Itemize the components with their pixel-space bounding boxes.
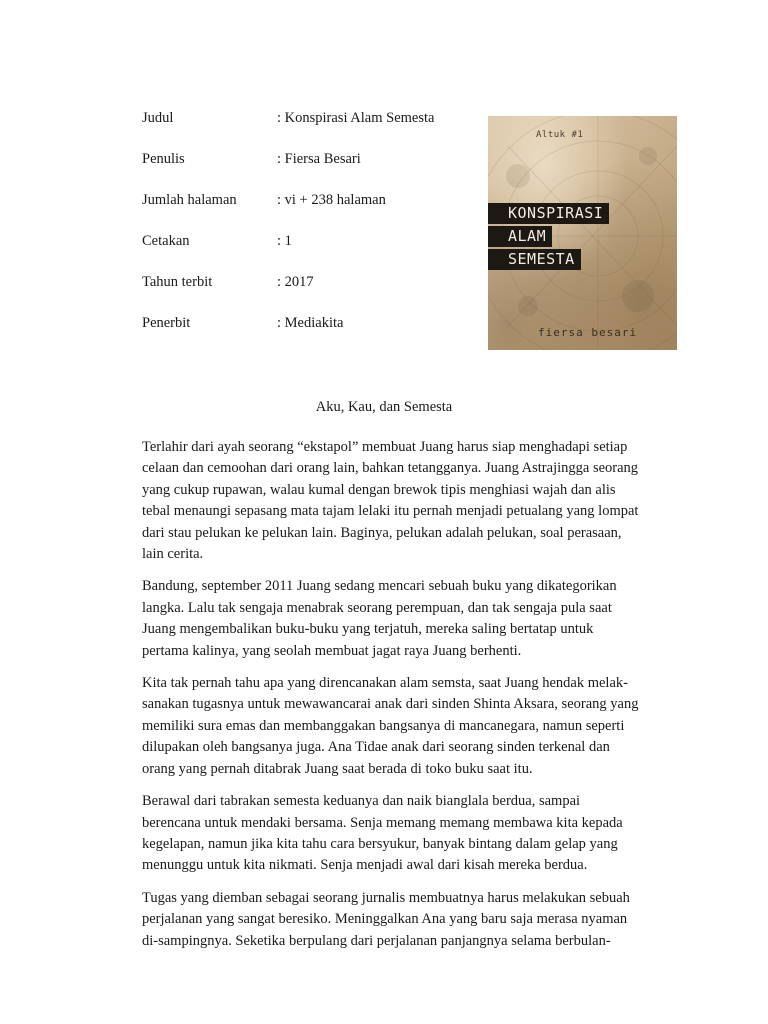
cover-author: fiersa besari	[538, 326, 638, 339]
paragraph: Kita tak pernah tahu apa yang direncanakan alam semsta, saat Juang hendak melak-sanakan tugasnya untuk mewawancarai anak dari sinden Shinta Aksara, seorang yang memiliki sura emas dan membanggakan bangsanya di mancanegara, namun seperti dilupakan oleh bangsanya juga. Ana Tidae anak dari seorang sinden terkenal dan orang yang pernah ditabrak Juang saat berada di toko buku saat itu.	[142, 675, 639, 777]
paragraph: Bandung, september 2011 Juang sedang mencari sebuah buku yang dikategorikan langka. Lalu tak sengaja menabrak seorang perempuan, dan tak sengaja pula saat Juang mengembalikan buku-buku yang terjatuh, mereka saling bertatap untuk pertama kalinya, yang seolah membuat jagat raya Juang berhenti.	[142, 578, 617, 659]
book-info-label: Jumlah halaman	[142, 192, 237, 208]
book-info-label: Penulis	[142, 151, 185, 167]
book-info-label: Tahun terbit	[142, 274, 213, 290]
book-info-value: : Fiersa Besari	[277, 151, 361, 167]
book-info-row-edition	[142, 232, 472, 273]
cover-title	[488, 203, 609, 272]
cover-title-line: SEMESTA	[488, 249, 581, 270]
review-body	[142, 437, 640, 963]
book-info-label: Cetakan	[142, 233, 190, 249]
cover-title-line: KONSPIRASI	[488, 203, 609, 224]
paragraph: Terlahir dari ayah seorang “ekstapol” membuat Juang harus siap menghadapi setiap celaan dan cemoohan dari orang lain, bahkan tetangganya. Juang Astrajingga seorang yang cukup rupawan, walau kumal dengan brewok tipis menghiasi wajah dan alis tebal menaungi sepasang mata tajam lelaki itu pernah menjadi petualang yang lompat dari stau pelukan ke pelukan lain. Baginya, pelukan adalah pelukan, soal perasaan, lain cerita.	[142, 439, 639, 563]
paragraph: Tugas yang diemban sebagai seorang jurnalis membuatnya harus melakukan sebuah perjalanan yang sangat beresiko. Meninggalkan Ana yang baru saja merasa nyaman di-sampingnya. Seketika berpulang dari perjalanan panjangnya selama berbulan-	[142, 889, 630, 949]
book-info-row-publisher	[142, 314, 472, 355]
paragraph: Berawal dari tabrakan semesta keduanya dan naik bianglala berdua, sampai berencana untuk mendaki bersama. Senja memang memang membawa kita kepada kegelapan, namun jika kita tahu cara bersyukur, banyak bintang dalam gelap yang menunggu untuk kita nikmati. Senja menjadi awal dari kisah mereka berdua.	[142, 793, 623, 874]
cover-title-line: ALAM	[488, 226, 552, 247]
book-info-value: : vi + 238 halaman	[277, 192, 386, 208]
book-info-row-pages	[142, 191, 472, 232]
book-info-row-title	[142, 109, 472, 150]
book-info-value: : Konspirasi Alam Semesta	[277, 110, 435, 126]
book-info-value: : 1	[277, 233, 292, 249]
book-cover-image	[488, 116, 677, 350]
book-info-value: : Mediakita	[277, 315, 344, 331]
book-info-value: : 2017	[277, 274, 314, 290]
book-info-row-author	[142, 150, 472, 191]
cover-series-label: Altuk #1	[536, 130, 584, 140]
book-info-row-year	[142, 273, 472, 314]
book-info-table	[142, 109, 472, 355]
book-info-label: Penerbit	[142, 315, 191, 331]
section-title: Aku, Kau, dan Semesta	[315, 399, 453, 415]
book-info-label: Judul	[142, 110, 174, 126]
